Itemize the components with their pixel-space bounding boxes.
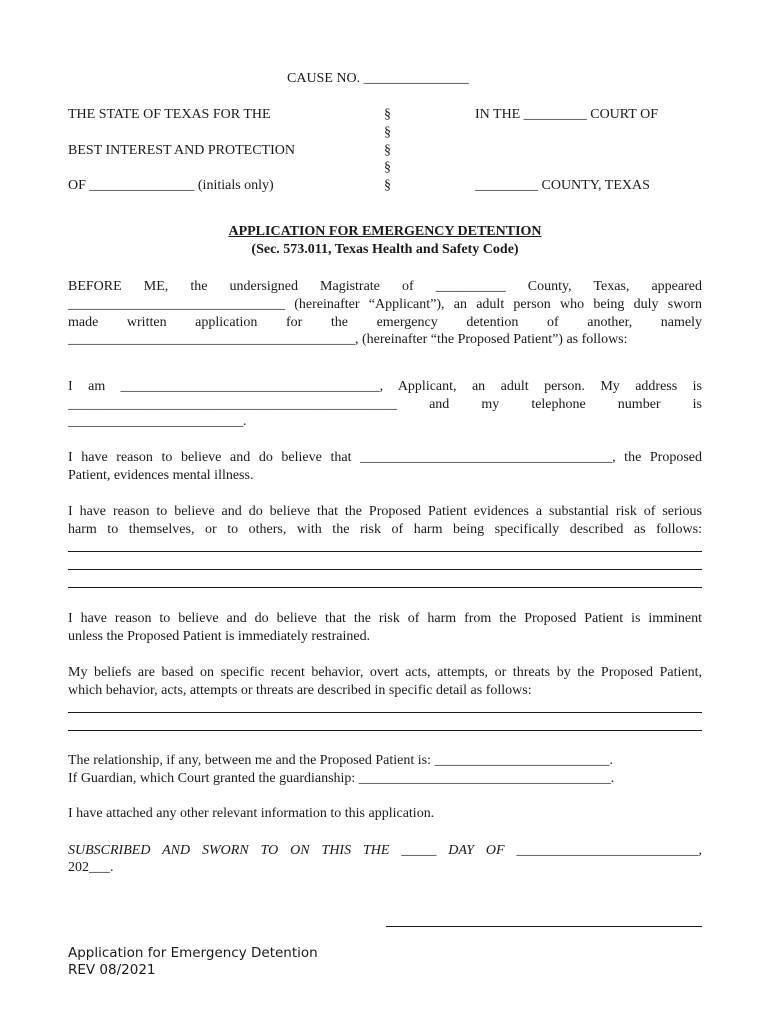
fill-line[interactable] xyxy=(68,587,702,588)
document-title: APPLICATION FOR EMERGENCY DETENTION xyxy=(228,224,542,239)
section-mark: § xyxy=(384,143,391,158)
para2-line-2: _______________________________________________ and my telephone number is xyxy=(68,397,702,412)
para1-line-3: made written application for the emergency detention of another, namely xyxy=(68,315,702,330)
attached-info-line: I have attached any other relevant information to this application. xyxy=(68,806,435,821)
para1-line-4: _________________________________________, (hereinafter “the Proposed Patient”) as follows: xyxy=(68,332,628,347)
cause-number: CAUSE NO. _______________ xyxy=(287,71,469,86)
section-mark: § xyxy=(384,178,391,193)
section-mark: § xyxy=(384,160,391,175)
sworn-line-1: SUBSCRIBED AND SWORN TO ON THIS THE _____ DAY OF __________________________, xyxy=(68,843,702,858)
caption-left-line-1: THE STATE OF TEXAS FOR THE xyxy=(68,107,271,122)
relationship-line: The relationship, if any, between me and the Proposed Patient is: _________________________. xyxy=(68,753,614,768)
footer-title: Application for Emergency Detention xyxy=(68,945,318,961)
caption-right-line-3: _________ COUNTY, TEXAS xyxy=(475,178,650,193)
para4-line-2: harm to themselves, or to others, with the risk of harm being specifically described as follows: xyxy=(68,522,702,537)
fill-line[interactable] xyxy=(68,712,702,713)
caption-left-line-2: BEST INTEREST AND PROTECTION xyxy=(68,143,295,158)
para6-line-1: My beliefs are based on specific recent behavior, overt acts, attempts, or threats by the Proposed Patient, xyxy=(68,665,702,680)
signature-line[interactable] xyxy=(386,926,702,927)
para1-line-2: _______________________________ (hereinafter “Applicant”), an adult person who being duly sworn xyxy=(68,297,702,312)
para3-line-2: Patient, evidences mental illness. xyxy=(68,468,254,483)
para4-line-1: I have reason to believe and do believe that the Proposed Patient evidences a substantial risk of serious xyxy=(68,504,702,519)
para1-line-1: BEFORE ME, the undersigned Magistrate of __________ County, Texas, appeared xyxy=(68,279,702,294)
fill-line[interactable] xyxy=(68,569,702,570)
guardian-line: If Guardian, which Court granted the guardianship: ____________________________________. xyxy=(68,771,615,786)
para3-line-1: I have reason to believe and do believe that ____________________________________, the Proposed xyxy=(68,450,702,465)
section-mark: § xyxy=(384,125,391,140)
para2-line-1: I am _____________________________________, Applicant, an adult person. My address is xyxy=(68,379,702,394)
para5-line-1: I have reason to believe and do believe that the risk of harm from the Proposed Patient is imminent xyxy=(68,611,702,626)
caption-right-line-1: IN THE _________ COURT OF xyxy=(475,107,658,122)
fill-line[interactable] xyxy=(68,730,702,731)
caption-left-line-3: OF _______________ (initials only) xyxy=(68,178,274,193)
footer-revision: REV 08/2021 xyxy=(68,962,156,978)
sworn-line-2: 202___. xyxy=(68,860,114,875)
document-subtitle: (Sec. 573.011, Texas Health and Safety Code) xyxy=(251,242,519,257)
section-mark: § xyxy=(384,107,391,122)
para5-line-2: unless the Proposed Patient is immediately restrained. xyxy=(68,629,371,644)
para6-line-2: which behavior, acts, attempts or threats are described in specific detail as follows: xyxy=(68,683,532,698)
fill-line[interactable] xyxy=(68,551,702,552)
para2-line-3: _________________________. xyxy=(68,414,247,429)
